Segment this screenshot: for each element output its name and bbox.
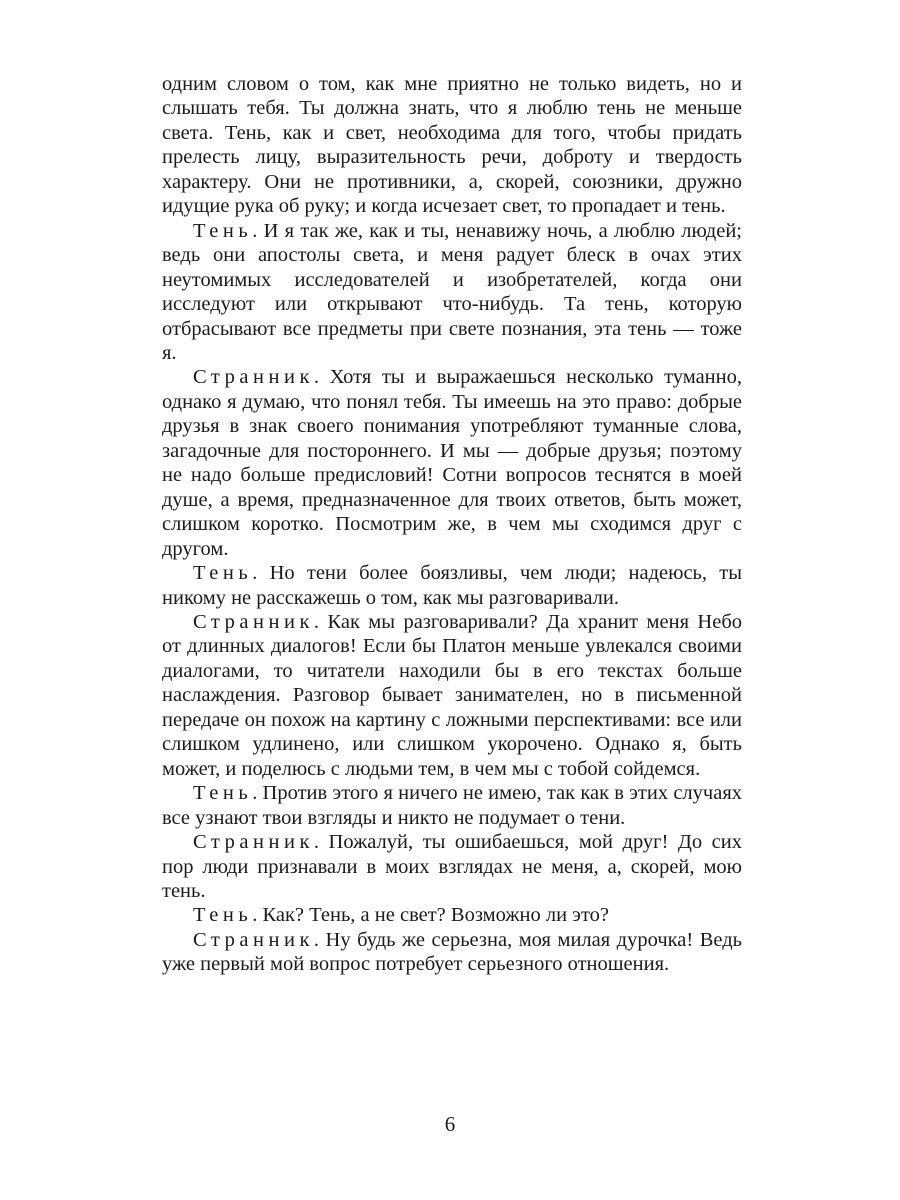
paragraph-9 [162, 928, 742, 977]
paragraph-3 [162, 365, 742, 561]
paragraph-7 [162, 830, 742, 903]
paragraph-text: . Но тени более боязливы, чем люди; надеюсь, ты никому не расскажешь о том, как мы разговаривали. [162, 562, 742, 609]
paragraph-text: . И я так же, как и ты, ненавижу ночь, а люблю людей; ведь они апостолы света, и меня радует блеск в очах этих неутомимых исследователей и изобретателей, когда они исследуют или открывают что-нибудь. Та тень, которую отбрасывают все предметы при свете познания, эта тень — тоже я. [162, 219, 742, 364]
speaker-name: Странник [193, 831, 314, 854]
paragraph-text: . Пожалуй, ты ошибаешься, мой друг! До сих пор люди признавали в моих взглядах не меня, а, скорей, мою тень. [162, 831, 742, 902]
speaker-name: Странник [193, 610, 314, 633]
speaker-name: Тень [193, 782, 253, 805]
paragraph-6 [162, 781, 742, 830]
paragraph-text: . Ну будь же серьезна, моя милая дурочка! Ведь уже первый мой вопрос потребует серьезного отношения. [162, 928, 742, 976]
paragraph-4 [162, 561, 742, 610]
speaker-name: Тень [193, 562, 253, 585]
speaker-name: Тень [193, 904, 253, 927]
paragraph-2 [162, 219, 742, 366]
paragraph-5 [162, 610, 742, 781]
paragraph-text: . Как мы разговаривали? Да хранит меня Небо от длинных диалогов! Если бы Платон меньше увлекался своими диалогами, то читатели находили бы в его текстах больше наслаждения. Разговор бывает занимателен, но в письменной передаче он похож на картину с ложными перспективами: все или слишком удлинено, или слишком укорочено. Однако я, быть может, и поделюсь с людьми тем, в чем мы с тобой сойдемся. [162, 610, 742, 780]
paragraph-text: . Хотя ты и выражаешься несколько туманно, однако я думаю, что понял тебя. Ты имеешь на это право: добрые друзья в знак своего понимания употребляют туманные слова, загадочные для постороннего. И мы — добрые друзья; поэтому не надо больше предисловий! Сотни вопросов теснятся в моей душе, а время, предназначенное для твоих ответов, быть может, слишком коротко. Посмотрим же, в чем мы сходимся друг с другом. [162, 366, 742, 560]
page-body [162, 72, 742, 977]
page-number: 6 [444, 1112, 456, 1136]
speaker-name: Странник [193, 366, 314, 389]
paragraph-1 [162, 72, 742, 219]
speaker-name: Странник [193, 928, 314, 951]
paragraph-text: . Против этого я ничего не имею, так как в этих случаях все узнают твои взгляды и никто не подумает о тени. [162, 782, 742, 829]
paragraph-text: одним словом о том, как мне приятно не только видеть, но и слышать тебя. Ты должна знать, что я люблю тень не меньше света. Тень, как и свет, необходима для того, чтобы придать прелесть лицу, выразительность речи, доброту и твердость характеру. Они не противники, а, скорей, союзники, дружно идущие рука об руку; и когда исчезает свет, то пропадает и тень. [162, 73, 742, 218]
paragraph-8 [162, 903, 742, 927]
paragraph-text: . Как? Тень, а не свет? Возможно ли это? [252, 904, 610, 927]
speaker-name: Тень [193, 219, 253, 242]
